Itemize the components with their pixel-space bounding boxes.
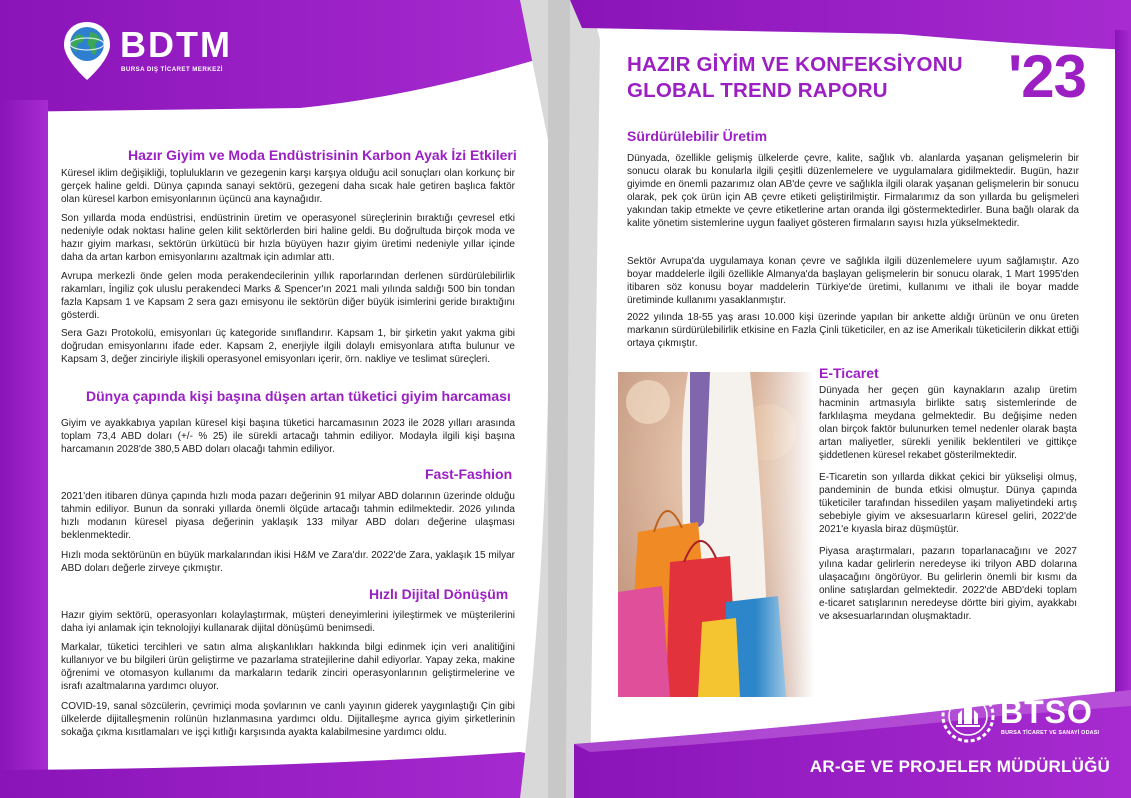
report-title-line1: HAZIR GİYİM VE KONFEKSİYONU (627, 53, 963, 76)
bdtm-logo-subtitle: BURSA DIŞ TİCARET MERKEZİ (121, 66, 223, 73)
report-year: '23 (1008, 43, 1087, 110)
fast-fashion-title: Fast-Fashion (425, 466, 513, 482)
btso-logo-name: BTSO (1000, 694, 1093, 730)
right-side-strip (1115, 30, 1131, 798)
carbon-title: Hazır Giyim ve Moda Endüstrisinin Karbon Ayak İzi Etkileri (128, 147, 517, 163)
carbon-paragraph-2: Son yıllarda moda endüstrisi, endüstrinin üretim ve operasyonel süreçlerinin bıraktığı çevresel etki nedeniyle odak noktası haline gelen kilit sektörlerden biri haline geldi. Bu doğrultuda birçok moda ve hazır giyim markası, sektörün ürkütücü bir hızla büyüyen hazır giyim üretimi nedeniyle yıllar içinde daha da artan karbon emisyonlarını azaltmak için adımlar attı. (61, 213, 515, 263)
fast-fashion-paragraph-2: Hızlı moda sektörünün en büyük markalarından ikisi H&M ve Zara'dır. 2022'de Zara, yaklaşık 15 milyar ABD doları değerle zirveye çıkmıştır. (61, 550, 515, 574)
sustainable-paragraph-2: Sektör Avrupa'da uygulamaya konan çevre ve sağlıkla ilgili düzenlemelere uyum sağlamıştır. Azo boyar maddelerle ilgili özellikle Almanya'da başlayan gelişmelerin bir sonucu olarak, 1 Mart 1995'den itibaren söz konusu boyar maddelerin Türkiye'de üretimi, kullanımı ve ithali ile boyar madde üretiminde kullanımı yasaklanmıştır. (627, 256, 1079, 306)
sustainable-paragraph-1: Dünyada, özellikle gelişmiş ülkelerde çevre, kalite, sağlık vb. alanlarda yaşanan gelişmelerin bir sonucu olarak bu konularla ilgili çeşitli düzenlemelere ve uygulamalara gidilmektedir. Bugün, hazır giyimde en önemli pazarımız olan AB'de çevre ve sağlıkla ilgili olarak yaşanan gelişmelerin bir sonucu olarak, pek çok ürün için AB çevre etiketi geliştirilmiştir. Firmalarımız da son yıllarda bu gelişmeleri yakından takip etmekte ve çevre etiketlerine artan oranda ilgi göstermektedirler. Buna bağlı olarak da kalite yönetim sistemlerine uygun faaliyet gösteren firmaların sayısı hızla yükselmektedir. (627, 153, 1079, 229)
report-title-line2: GLOBAL TREND RAPORU (627, 79, 888, 102)
digital-paragraph-3: COVID-19, sanal sözcülerin, çevrimiçi moda şovlarının ve canlı yayının giderek yaygınlaştığı Çin gibi ülkelerde dijitalleşmenin rolünün hızlanmasına yardımcı oldu. Dijitalleşme ayrıca giyim şirketlerinin sokağa çıkma kısıtlamaları ve işçi kıtlığı karşısında ayakta kalabilmesine yardımcı oldu. (61, 701, 515, 738)
left-side-strip (0, 100, 48, 798)
carbon-paragraph-3: Avrupa merkezli önde gelen moda perakendecilerinin yıllık raporlarından derlenen sürdürülebilirlik rakamları, İngiliz çok uluslu perakendeci Marks & Spencer'ın 2021 mali yılında saldığı 500 bin tondan fazla Kapsam 1 ve Kapsam 2 sera gazı emisyonu ile sektörün diğer büyük isimlerini geride bıraktığını gösterdi. (61, 271, 515, 321)
ecommerce-paragraph-2: E-Ticaretin son yıllarda dikkat çekici bir yükselişi olmuş, pandeminin de bunda etkisi olmuştur. Dünya çapında tüketiciler tarafından hissedilen yaşam maliyetindeki artış sebebiyle giyim ve aksesuarların küresel geliri, 2022'de 2021'e kıyasla biraz düşmüştür. (819, 472, 1077, 535)
report-title (627, 52, 1017, 104)
fast-fashion-paragraph-1: 2021'den itibaren dünya çapında hızlı moda pazarı değerinin 91 milyar ABD dolarının üzerinde olduğu tahmin ediliyor. Bunun da sonraki yıllarda önemli ölçüde artacağı tahmin edilmektedir. 2026 yılında hızlı modanın küresel piyasa değerinin yaklaşık 133 milyar ABD doları değerine ulaşması beklenmektedir. (61, 491, 515, 541)
digital-paragraph-2: Markalar, tüketici tercihleri ve satın alma alışkanlıkları hakkında bilgi edinmek için veri analitiğini kullanıyor ve bu bilgileri ürün geliştirme ve pazarlama stratejilerine dahil ediyorlar. Yapay zeka, makine öğrenimi ve otomasyon kullanımı da markaların tedarik zinciri operasyonlarının geliştirmelerine ve israfı azaltmalarına yardımcı oluyor. (61, 642, 515, 692)
ecommerce-paragraph-1: Dünyada her geçen gün kaynakların azalıp üretim hacminin artmasıyla birlikte satış sistemlerinde de farklılaşma meydana gelmektedir. Bu değişime neden olan birçok faktör bulunurken temel nedenler olarak başta artan maliyetler, sürekli yenilik beklentileri ve gittikçe şiddetlenen küresel rekabet gösterilmektedir. (819, 385, 1077, 461)
bdtm-logo-name: BDTM (120, 24, 232, 65)
globe-pin-icon (62, 20, 112, 82)
carbon-paragraph-4: Sera Gazı Protokolü, emisyonları üç kategoride sınıflandırır. Kapsam 1, bir şirketin yakıt yakma gibi doğrudan emisyonlarını ifade eder. Kapsam 2, enerjiyle ilgili dolaylı emisyonlara atıfta bulunur ve Kapsam 3, değer zinciriyle ilişkili operasyonel emisyonları içerir, örn. nakliye ve teslimat süreçleri. (61, 328, 515, 365)
bdtm-logo (62, 20, 242, 80)
ecommerce-paragraph-3: Piyasa araştırmaları, pazarın toparlanacağını ve 2027 yılına kadar gelirlerin neredeyse iki trilyon ABD dolarına ulaşacağını öngörüyor. Bu gelirlerin önemli bir kısmı da online satışlardan gelmektedir. 2022'de ABD'deki toplam e-ticaret satışlarının neredeyse dörtte biri giyim, ayakkabı ve aksesuarlarından oluşmaktadır. (819, 546, 1077, 622)
digital-title: Hızlı Dijital Dönüşüm (369, 586, 509, 602)
sustainable-title: Sürdürülebilir Üretim (627, 128, 768, 144)
btso-logo (940, 688, 1110, 748)
shopping-bags-illustration (618, 372, 814, 697)
digital-paragraph-1: Hazır giyim sektörü, operasyonları kolaylaştırmak, müşteri deneyimlerini iyileştirmek ve müşterilerini daha iyi anlamak için teknolojiyi kullanarak dijital dönüşümü benimsedi. (61, 610, 515, 634)
carbon-paragraph-1: Küresel iklim değişikliği, toplulukların ve gezegenin karşı karşıya olduğu acil sonuçları olan korkunç bir gerçek haline geldi. Dünya çapında sanayi sektörü, gezegeni daha sıcak hale getiren başlıca faktör olan küresel karbon emisyonlarının üçüncü ana kaynağıdır. (61, 168, 515, 205)
btso-logo-subtitle: BURSA TİCARET VE SANAYİ ODASI (1001, 730, 1100, 736)
shopping-bags-photo (618, 372, 814, 697)
ecommerce-title: E-Ticaret (819, 365, 879, 381)
spending-paragraph-1: Giyim ve ayakkabıya yapılan küresel kişi başına tüketici harcamasının 2023 ile 2028 yılları arasında toplam 73,4 ABD doları (+/- % 25) ile sürekli artacağı tahmin ediliyor. Modayla ilgili kişi başına harcamanın 2028'de 380,5 ABD doları olacağı tahmin ediliyor. (61, 418, 515, 455)
chamber-seal-icon (940, 688, 996, 744)
sustainable-paragraph-3: 2022 yılında 18-55 yaş arası 10.000 kişi üzerinde yapılan bir ankette aldığı ürünün ve onu üreten markanın sürdürülebilirlik etkisine en Fazla Çinli tüketiciler, en az ise Amerikalı tüketicilerin dikkat ettiği ortaya çıkmıştır. (627, 312, 1079, 349)
spending-title: Dünya çapında kişi başına düşen artan tüketici giyim harcaması (86, 388, 511, 404)
footer-department: AR-GE VE PROJELER MÜDÜRLÜĞÜ (809, 757, 1110, 776)
